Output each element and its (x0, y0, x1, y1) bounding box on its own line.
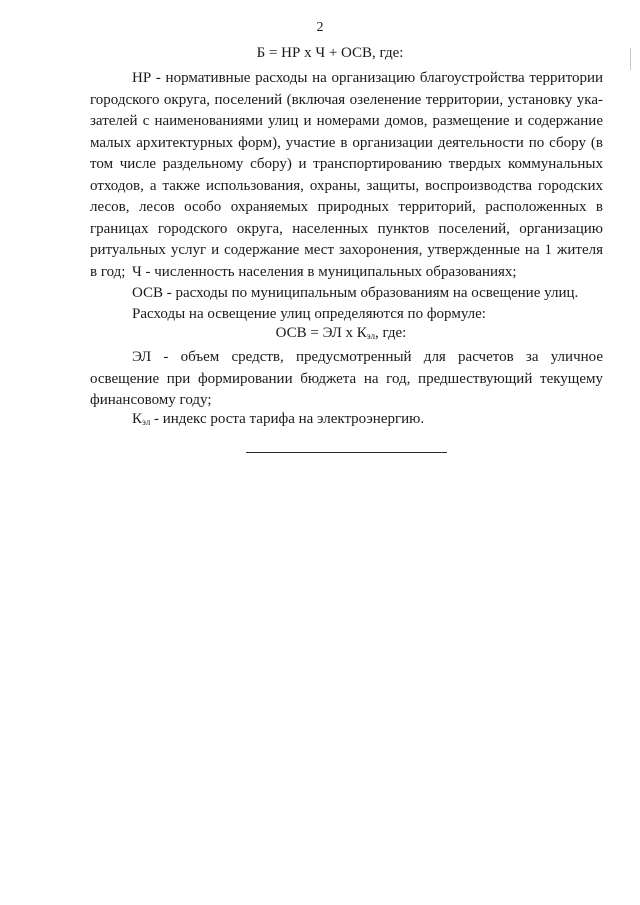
paragraph-ch-definition: Ч - численность населения в муниципальных образованиях; (132, 264, 517, 280)
kel-subscript: эл (142, 417, 151, 427)
scan-edge-mark (630, 48, 631, 70)
main-formula: Б = НР х Ч + ОСВ, где: (256, 45, 404, 61)
paragraph-el-definition: ЭЛ - объем средств, предусмотренный для расчетов за уличное освещение при формировании бюджета на год, предшествующий текущему финансовому году; (90, 349, 603, 408)
paragraph-hr-definition: НР - нормативные расходы на организацию благоустройства территории городского округа, поселений (включая озеленение территории, установку ука-зателей с наименованиями улиц и номерами домов, размещение и содержание малых архитектурных форм), участие в организации деятельности по сбору (в том числе раздельному сбору) и транспортированию твердых коммунальных отходов, а также использования, охраны, защиты, воспроизводства городских лесов, лесов особо охраняемых природных территорий, расположенных в границах городского округа, населенных пунктов поселений, организацию ритуальных услуг и содержание мест захоронения, утвержденные на 1 жителя в год; (90, 70, 603, 280)
end-divider-line (246, 452, 447, 453)
paragraph-osv-definition: ОСВ - расходы по муниципальным образованиям на освещение улиц. (132, 285, 579, 301)
osv-formula-subscript: эл (366, 331, 375, 341)
paragraph-kel-definition (90, 409, 603, 434)
kel-definition-text: - индекс роста тарифа на электроэнергию. (150, 411, 425, 427)
kel-symbol: К (132, 411, 143, 427)
osv-formula-left: ОСВ = ЭЛ х К (275, 325, 367, 341)
osv-formula (0, 325, 640, 342)
osv-formula-right: , где: (374, 325, 407, 341)
page-number: 2 (316, 20, 324, 35)
paragraph-lighting-formula-intro: Расходы на освещение улиц определяются по формуле: (132, 306, 486, 322)
